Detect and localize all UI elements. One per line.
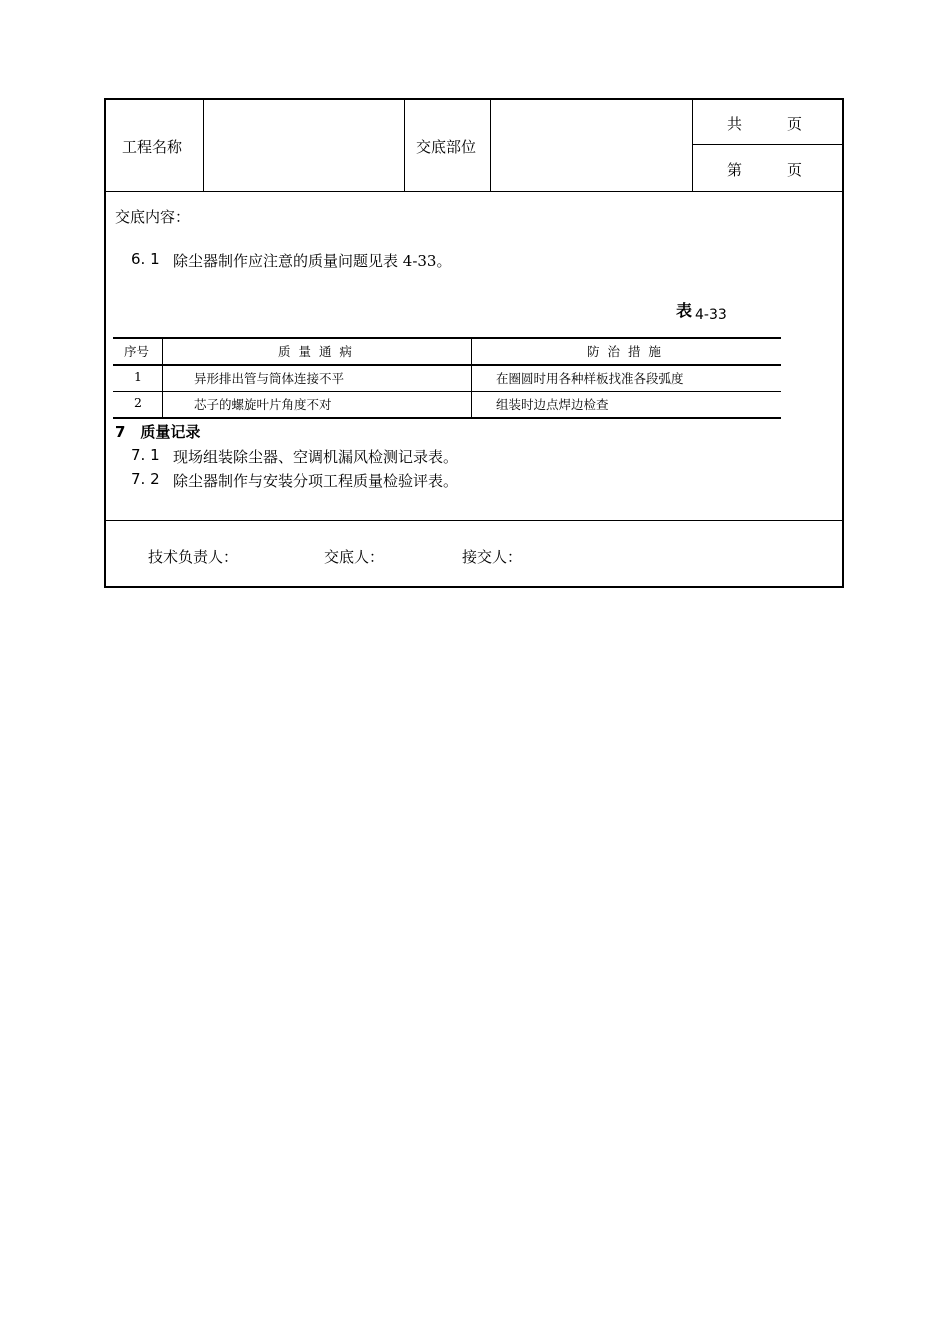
table-top-rule: [113, 337, 781, 339]
table-col-divider-1: [162, 338, 163, 418]
item-6-1-text: 除尘器制作应注意的质量问题见表 4-33。: [173, 252, 452, 270]
row-1-number: 1: [134, 369, 142, 384]
item-6-1-number: 6. 1: [131, 250, 160, 268]
row-2-measure: 组装时边点焊边检查: [496, 397, 609, 412]
table-bottom-rule: [113, 417, 781, 419]
row-2-problem: 芯子的螺旋叶片角度不对: [194, 397, 332, 412]
content-label: 交底内容：: [115, 208, 191, 226]
header-divider-3: [490, 99, 491, 191]
footer-rule: [105, 520, 844, 521]
tech-lead-signature: 技术负责人：: [148, 548, 239, 566]
item-7-2-text: 除尘器制作与安装分项工程质量检验评表。: [173, 472, 459, 490]
item-7-2-number: 7. 2: [131, 470, 160, 488]
page-number: 第 页: [727, 161, 803, 179]
disclosure-part-label: 交底部位: [416, 138, 477, 156]
discloser-signature: 交底人：: [324, 548, 385, 566]
row-1-measure: 在圈圆时用各种样板找准各段弧度: [496, 371, 684, 386]
table-caption-prefix: 表: [676, 301, 693, 320]
section-7-heading: 7 质量记录: [115, 423, 201, 441]
row-1-problem: 异形排出管与筒体连接不平: [194, 371, 345, 386]
header-bottom-rule: [105, 191, 844, 192]
header-divider-4: [692, 99, 693, 191]
receiver-signature: 接交人：: [462, 548, 523, 566]
project-name-label: 工程名称: [122, 138, 183, 156]
header-divider-2: [404, 99, 405, 191]
table-row-rule: [113, 391, 781, 392]
header-divider-1: [203, 99, 204, 191]
column-header-measure: 防 治 措 施: [587, 344, 661, 359]
item-7-1-text: 现场组装除尘器、空调机漏风检测记录表。: [173, 448, 459, 466]
row-2-number: 2: [134, 395, 142, 410]
item-7-1-number: 7. 1: [131, 446, 160, 464]
column-header-problem: 质 量 通 病: [278, 344, 352, 359]
column-header-seq: 序号: [124, 344, 150, 359]
page-count-divider: [692, 144, 844, 145]
total-pages: 共 页: [727, 115, 803, 133]
table-caption-number: 4-33: [695, 307, 727, 323]
table-col-divider-2: [471, 338, 472, 418]
table-header-rule: [113, 364, 781, 366]
